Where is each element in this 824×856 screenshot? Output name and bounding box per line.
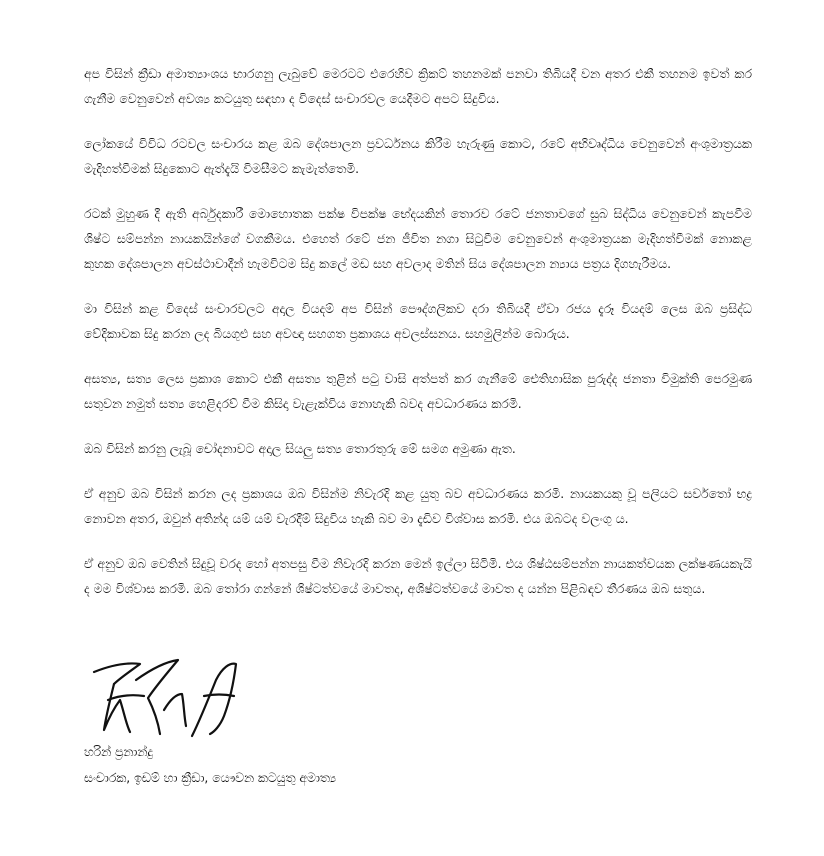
paragraph-6: ඔබ විසින් කරනු ලැබූ චෝදනාවට අදාල සියලු සත්‍ය තොරතුරු මේ සමග අමුණා ඇත.: [84, 442, 516, 456]
paragraph-7: ඒ අනුව ඔබ විසින් කරන ලද ප්‍රකාශය ඔබ විසින්ම නිවැරදි කළ යුතු බව අවධාරණය කරමි. නායකයකු වූ පලියට සර්වතෝ භද්‍ර නොවන අතර, ඔවුන් අතින්ද යම් යම් වැරදීම් සිදුවිය හැකි බව මා දැඩිව විශ්වාස කරමි. එය ඔබටද වලංගු ය.: [84, 487, 752, 526]
paragraph-2: ලෝකයේ විවිධ රටවල සංචාරය කළ ඔබ දේශපාලන ප්‍රවර්ධනය කිරීම හැරුණු කොට, රටේ අභිවෘද්ධිය වෙනුවෙන් අංශුමාත්‍රයක මැදිහත්වීමක් සිදුකොට ඇත්දැයි විමසීමට කැමැත්තෙමි.: [84, 137, 752, 176]
paragraph-1: අප විසින් ක්‍රීඩා අමාත්‍යාංශය භාරගනු ලැබුවේ මෙරටට එරෙහිව ක්‍රිකට් තහනමක් පනවා තිබියදී වන අතර එකී තහනම ඉවත් කර ගැනීම වෙනුවෙන් අවශ්‍ය කටයුතු සඳහා ද විදෙස් සංචාරවල යෙදීමට අපට සිදුවිය.: [84, 67, 752, 106]
paragraph-3: රටක් මුහුණ දී ඇති අර්බුදකාරී මොහොතක පක්ෂ විපක්ෂ භේදයකින් තොරව රටේ ජනතාවගේ සුබ සිද්ධිය වෙනුවෙන් කැපවීම ශිෂ්ට සම්පන්න නායකයින්ගේ වගකීමය. එහෙත් රටේ ජන ජීවිත නගා සිටුවීම වෙනුවෙන් අංශුමාත්‍රයක මැදිහත්වීමක් නොකළ කුහක දේශපාලන අවස්ථාවාදීන් හැමවිටම සිදු කලේ මඩ සහ අවලාද මතින් සිය දේශපාලන න්‍යාය පත්‍රය දිගහැරීමය.: [84, 207, 752, 271]
signer-name: හරින් ප්‍රනාන්දු: [84, 745, 153, 759]
handwritten-signature: [84, 650, 254, 745]
signer-title: සංචාරක, ඉඩම් හා ක්‍රීඩා, යෞවන කටයුතු අමාත්‍ය: [84, 771, 336, 785]
paragraph-4: මා විසින් කළ විදෙස් සංචාරවලට අදාල වියදම් අප විසින් පෞද්ගලිකව දරා තිබියදී ඒවා රජය දැරූ වියදම් ලෙස ඔබ ප්‍රසිද්ධ වේදිකාවක සිදු කරන ලද බියගුළු සහ අවඥා සහගත ප්‍රකාශය අවලස්සනය. සහමුලින්ම බොරුය.: [84, 302, 752, 341]
paragraph-8: ඒ අනුව ඔබ වෙතින් සිදුවූ වරද හෝ අතපසු වීම නිවැරදි කරන මෙන් ඉල්ලා සිටිමි. එය ශිෂ්ඨසම්පන්න නායකත්වයක ලක්ෂණයකැයි ද මම විශ්වාස කරමි. ඔබ තෝරා ගන්නේ ශිෂ්ටත්වයේ මාවතද, අශිෂ්ටත්වයේ මාවත ද යන්න පිළිබඳව තීරණය ඔබ සතුය.: [84, 557, 752, 596]
letter-body: [84, 62, 752, 622]
paragraph-5: අසත්‍ය, සත්‍ය ලෙස ප්‍රකාශ කොට එකී අසත්‍ය තුළින් පටු වාසි අත්පත් කර ගැනීමේ ඓතිහාසික පුරුද්ද ජනතා විමුක්ති පෙරමුණ සතුවන නමුත් සත්‍ය හෙළිදරව් වීම කිසිදා වැළැක්විය නොහැකි බවද අවධාරණය කරමි.: [84, 372, 752, 411]
